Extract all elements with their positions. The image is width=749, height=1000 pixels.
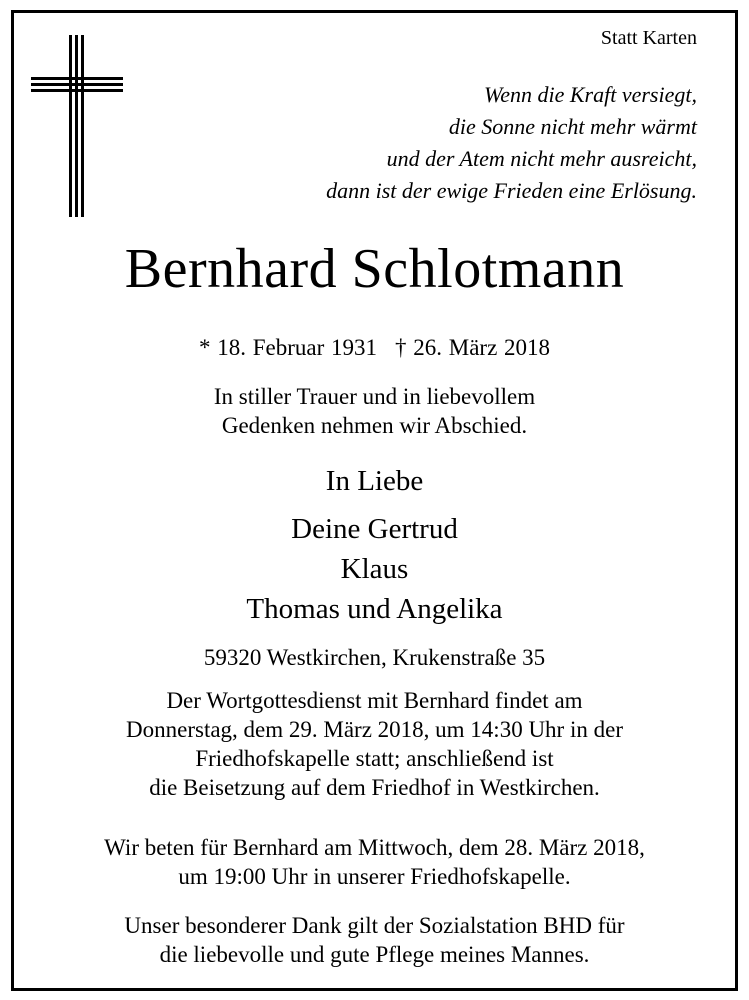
prayer-line: um 19:00 Uhr in unserer Friedhofskapelle.	[178, 864, 571, 889]
prayer-info	[14, 833, 735, 891]
motto-verse	[326, 79, 697, 207]
statt-karten-label: Statt Karten	[600, 27, 697, 49]
motto-line: und der Atem nicht mehr ausreicht,	[386, 146, 697, 171]
cross-icon	[31, 35, 123, 217]
motto-line: Wenn die Kraft versiegt,	[483, 82, 697, 107]
thanks-line: die liebevolle und gute Pflege meines Mannes.	[159, 942, 590, 967]
prayer-line: Wir beten für Bernhard am Mittwoch, dem 28. März 2018,	[104, 835, 645, 860]
mourning-line: Gedenken nehmen wir Abschied.	[221, 413, 528, 438]
thanks-text	[14, 911, 735, 969]
life-dates	[14, 335, 735, 361]
mourning-line: In stiller Trauer und in liebevollem	[213, 384, 536, 409]
motto-line: die Sonne nicht mehr wärmt	[448, 114, 697, 139]
family-member: Klaus	[340, 553, 409, 585]
death-date: † 26. März 2018	[395, 335, 551, 360]
deceased-name: Bernhard Schlotmann	[124, 238, 625, 300]
family-intro: In Liebe	[325, 465, 424, 497]
thanks-line: Unser besonderer Dank gilt der Sozialstation BHD für	[124, 913, 625, 938]
birth-date: * 18. Februar 1931	[198, 335, 377, 360]
motto-line: dann ist der ewige Frieden eine Erlösung.	[326, 178, 697, 203]
family-member: Deine Gertrud	[291, 513, 458, 545]
mourning-text	[14, 382, 735, 440]
service-line: Donnerstag, dem 29. März 2018, um 14:30 Uhr in der	[126, 717, 623, 742]
service-info	[14, 686, 735, 802]
address: 59320 Westkirchen, Krukenstraße 35	[203, 645, 546, 670]
family-members	[14, 509, 735, 629]
service-line: Friedhofskapelle statt; anschließend ist	[195, 746, 554, 771]
service-line: Der Wortgottesdienst mit Bernhard findet am	[166, 688, 583, 713]
family-member: Thomas und Angelika	[246, 593, 503, 625]
service-line: die Beisetzung auf dem Friedhof in Westkirchen.	[149, 775, 600, 800]
obituary-notice	[11, 10, 738, 991]
